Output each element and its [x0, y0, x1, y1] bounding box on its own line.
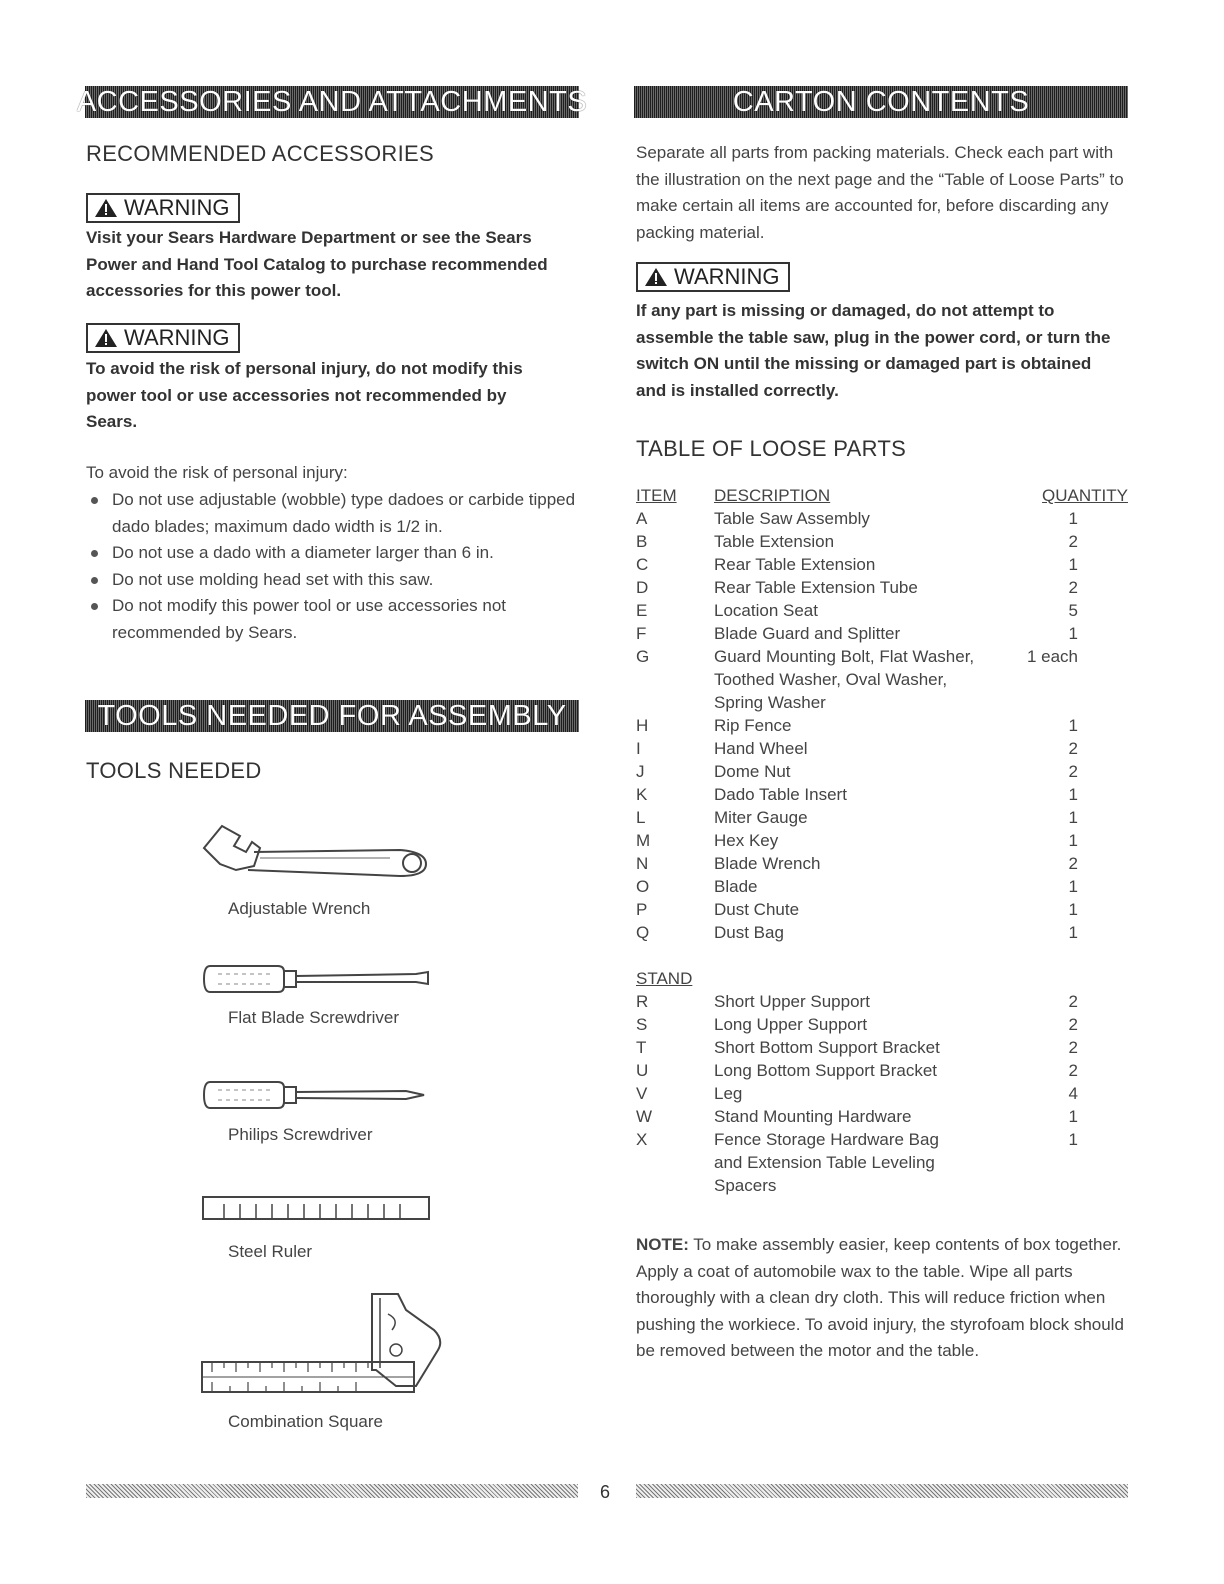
part-item: M	[636, 831, 651, 850]
table-row	[636, 1059, 1128, 1082]
table-row	[636, 921, 1128, 944]
part-item: L	[636, 808, 646, 827]
part-description: Short Upper Support	[714, 992, 870, 1011]
recommended-accessories-heading: RECOMMENDED ACCESSORIES	[86, 141, 434, 166]
part-item	[636, 1174, 714, 1197]
table-of-loose-parts-heading: TABLE OF LOOSE PARTS	[636, 436, 907, 461]
part-description: Dust Bag	[714, 923, 784, 942]
adjustable-wrench-icon	[200, 818, 432, 888]
list-item: Do not modify this power tool or use accessories not recommended by Sears.	[86, 593, 576, 646]
warning-label: WARNING	[124, 325, 230, 350]
stand-body	[636, 990, 1128, 1197]
part-description: Rear Table Extension Tube	[714, 578, 918, 597]
combination-square-icon	[200, 1290, 450, 1400]
part-quantity: 1	[1068, 877, 1078, 896]
part-quantity	[1024, 668, 1128, 691]
stand-heading: STAND	[636, 969, 693, 988]
table-row	[636, 576, 1128, 599]
flat-blade-screwdriver-icon	[200, 962, 432, 996]
part-item: A	[636, 509, 648, 528]
warning-triangle-icon	[94, 198, 118, 218]
part-description: Short Bottom Support Bracket	[714, 1038, 940, 1057]
part-item: W	[636, 1107, 653, 1126]
part-quantity: 1 each	[1026, 647, 1078, 666]
tool-label: Flat Blade Screwdriver	[228, 1008, 400, 1027]
part-item: K	[636, 785, 648, 804]
part-description: Hand Wheel	[714, 739, 808, 758]
part-quantity: 1	[1068, 785, 1078, 804]
part-description: Rear Table Extension	[714, 555, 876, 574]
part-description: Blade	[714, 877, 758, 896]
part-item: O	[636, 877, 650, 896]
risk-bullet-list	[86, 487, 576, 646]
part-item: G	[636, 647, 650, 666]
accessories-banner: ACCESSORIES AND ATTACHMENTS	[76, 85, 588, 118]
part-item: D	[636, 578, 649, 597]
part-quantity: 2	[1068, 578, 1078, 597]
list-item: Do not use molding head set with this saw.	[86, 567, 576, 594]
part-item: I	[636, 739, 641, 758]
table-row	[636, 806, 1128, 829]
part-item: S	[636, 1015, 648, 1034]
part-quantity: 1	[1068, 1107, 1078, 1126]
table-row	[636, 898, 1128, 921]
table-row	[636, 622, 1128, 645]
column-header-item: ITEM	[636, 486, 677, 505]
column-header-description: DESCRIPTION	[714, 486, 831, 505]
tool-label: Combination Square	[228, 1412, 383, 1431]
part-description: Miter Gauge	[714, 808, 808, 827]
part-item: F	[636, 624, 647, 643]
tool-label: Philips Screwdriver	[228, 1125, 373, 1144]
part-item: V	[636, 1084, 648, 1103]
warning-box-3	[636, 262, 790, 292]
warning-box-1	[86, 193, 240, 223]
part-item: R	[636, 992, 649, 1011]
part-description: Rip Fence	[714, 716, 792, 735]
table-row	[636, 507, 1128, 530]
note-label: NOTE:	[636, 1235, 689, 1254]
table-row	[636, 1013, 1128, 1036]
part-item: N	[636, 854, 649, 873]
note-paragraph	[636, 1232, 1126, 1365]
part-quantity: 1	[1068, 509, 1078, 528]
table-row	[636, 737, 1128, 760]
philips-screwdriver-icon	[200, 1078, 432, 1112]
footer-bar-right	[636, 1484, 1128, 1498]
table-row	[636, 530, 1128, 553]
part-quantity: 1	[1068, 808, 1078, 827]
risk-intro: To avoid the risk of personal injury:	[86, 463, 348, 482]
part-item: Q	[636, 923, 650, 942]
table-row	[636, 1105, 1128, 1128]
part-quantity	[1024, 691, 1128, 714]
part-description: Dome Nut	[714, 762, 791, 781]
table-row	[636, 691, 1128, 714]
warning-label: WARNING	[674, 264, 780, 289]
part-item: J	[636, 762, 645, 781]
list-item: Do not use a dado with a diameter larger than 6 in.	[86, 540, 576, 567]
table-row	[636, 553, 1128, 576]
part-quantity: 2	[1068, 762, 1078, 781]
part-description: Spring Washer	[714, 693, 826, 712]
part-description: Toothed Washer, Oval Washer,	[714, 670, 948, 689]
part-item: P	[636, 900, 648, 919]
part-description: Dado Table Insert	[714, 785, 847, 804]
part-item: E	[636, 601, 648, 620]
table-header-row	[636, 484, 1128, 507]
part-item: T	[636, 1038, 647, 1057]
tools-needed-heading: TOOLS NEEDED	[86, 758, 262, 783]
part-item	[636, 691, 714, 714]
part-quantity: 5	[1068, 601, 1078, 620]
part-quantity	[1024, 1151, 1128, 1174]
part-item: X	[636, 1130, 648, 1149]
warning-text-3: If any part is missing or damaged, do not attempt to assemble the table saw, plug in the power cord, or turn the switch ON until the missing or damaged part is obtained and is installed correctly.	[636, 301, 1111, 400]
part-description: Fence Storage Hardware Bag	[714, 1130, 939, 1149]
table-row	[636, 1174, 1128, 1197]
warning-text-1: Visit your Sears Hardware Department or see the Sears Power and Hand Tool Catalog to purchase recommended accessories for this power tool.	[86, 228, 548, 300]
part-quantity: 2	[1068, 1061, 1078, 1080]
steel-ruler-icon	[202, 1196, 432, 1222]
part-description: Leg	[714, 1084, 743, 1103]
part-quantity: 4	[1068, 1084, 1078, 1103]
part-quantity: 1	[1068, 555, 1078, 574]
parts-body	[636, 507, 1128, 944]
part-description: Location Seat	[714, 601, 818, 620]
part-quantity	[1024, 1174, 1128, 1197]
part-description: Long Upper Support	[714, 1015, 868, 1034]
part-quantity: 2	[1068, 1038, 1078, 1057]
part-description: Spacers	[714, 1176, 777, 1195]
table-row	[636, 714, 1128, 737]
part-description: Hex Key	[714, 831, 779, 850]
stand-heading-row	[636, 967, 1128, 990]
tools-needed-banner: TOOLS NEEDED FOR ASSEMBLY	[85, 700, 579, 732]
table-row	[636, 783, 1128, 806]
table-row	[636, 668, 1128, 691]
warning-box-2	[86, 323, 240, 353]
table-row	[636, 1036, 1128, 1059]
part-description: Blade Wrench	[714, 854, 821, 873]
list-item: Do not use adjustable (wobble) type dadoes or carbide tipped dado blades; maximum dado width is 1/2 in.	[86, 487, 576, 540]
tool-label: Steel Ruler	[228, 1242, 313, 1261]
warning-triangle-icon	[644, 267, 668, 287]
tool-label: Adjustable Wrench	[228, 899, 371, 918]
part-quantity: 2	[1068, 992, 1078, 1011]
page-number: 6	[600, 1482, 611, 1502]
part-quantity: 1	[1068, 831, 1078, 850]
table-row	[636, 829, 1128, 852]
part-item	[636, 668, 714, 691]
part-description: Blade Guard and Splitter	[714, 624, 901, 643]
part-item: U	[636, 1061, 649, 1080]
carton-contents-banner: CARTON CONTENTS	[634, 86, 1128, 118]
table-row	[636, 1151, 1128, 1174]
part-description: Long Bottom Support Bracket	[714, 1061, 938, 1080]
part-quantity: 2	[1068, 532, 1078, 551]
part-description: Table Saw Assembly	[714, 509, 870, 528]
warning-label: WARNING	[124, 195, 230, 220]
note-text: To make assembly easier, keep contents of box together. Apply a coat of automobile wax to the table. Wipe all parts thoroughly with a clean dry cloth. This will reduce friction when pushing the workiece. To avoid injury, the styrofoam block should be removed between the motor and the table.	[636, 1235, 1124, 1360]
part-quantity: 1	[1068, 1130, 1078, 1149]
carton-intro: Separate all parts from packing materials. Check each part with the illustration on the next page and the “Table of Loose Parts” to make certain all items are accounted for, before discarding any packing material.	[636, 143, 1124, 242]
warning-text-2: To avoid the risk of personal injury, do not modify this power tool or use accessories not recommended by Sears.	[86, 359, 523, 431]
part-description: Guard Mounting Bolt, Flat Washer,	[714, 647, 975, 666]
part-item: C	[636, 555, 649, 574]
table-row	[636, 1128, 1128, 1151]
table-row	[636, 852, 1128, 875]
table-row	[636, 599, 1128, 622]
table-row	[636, 1082, 1128, 1105]
column-header-quantity: QUANTITY	[1042, 486, 1128, 505]
part-quantity: 1	[1068, 923, 1078, 942]
part-quantity: 1	[1068, 716, 1078, 735]
part-description: Dust Chute	[714, 900, 800, 919]
warning-triangle-icon	[94, 328, 118, 348]
part-quantity: 1	[1068, 624, 1078, 643]
part-quantity: 1	[1068, 900, 1078, 919]
part-quantity: 2	[1068, 854, 1078, 873]
part-description: Stand Mounting Hardware	[714, 1107, 912, 1126]
table-row	[636, 875, 1128, 898]
part-description: Table Extension	[714, 532, 835, 551]
footer-bar-left	[86, 1484, 578, 1498]
table-row	[636, 990, 1128, 1013]
part-quantity: 2	[1068, 739, 1078, 758]
part-item	[636, 1151, 714, 1174]
part-item: H	[636, 716, 649, 735]
loose-parts-table	[636, 484, 1128, 1197]
table-row	[636, 760, 1128, 783]
part-quantity: 2	[1068, 1015, 1078, 1034]
part-description: and Extension Table Leveling	[714, 1153, 935, 1172]
part-item: B	[636, 532, 648, 551]
table-row	[636, 645, 1128, 668]
